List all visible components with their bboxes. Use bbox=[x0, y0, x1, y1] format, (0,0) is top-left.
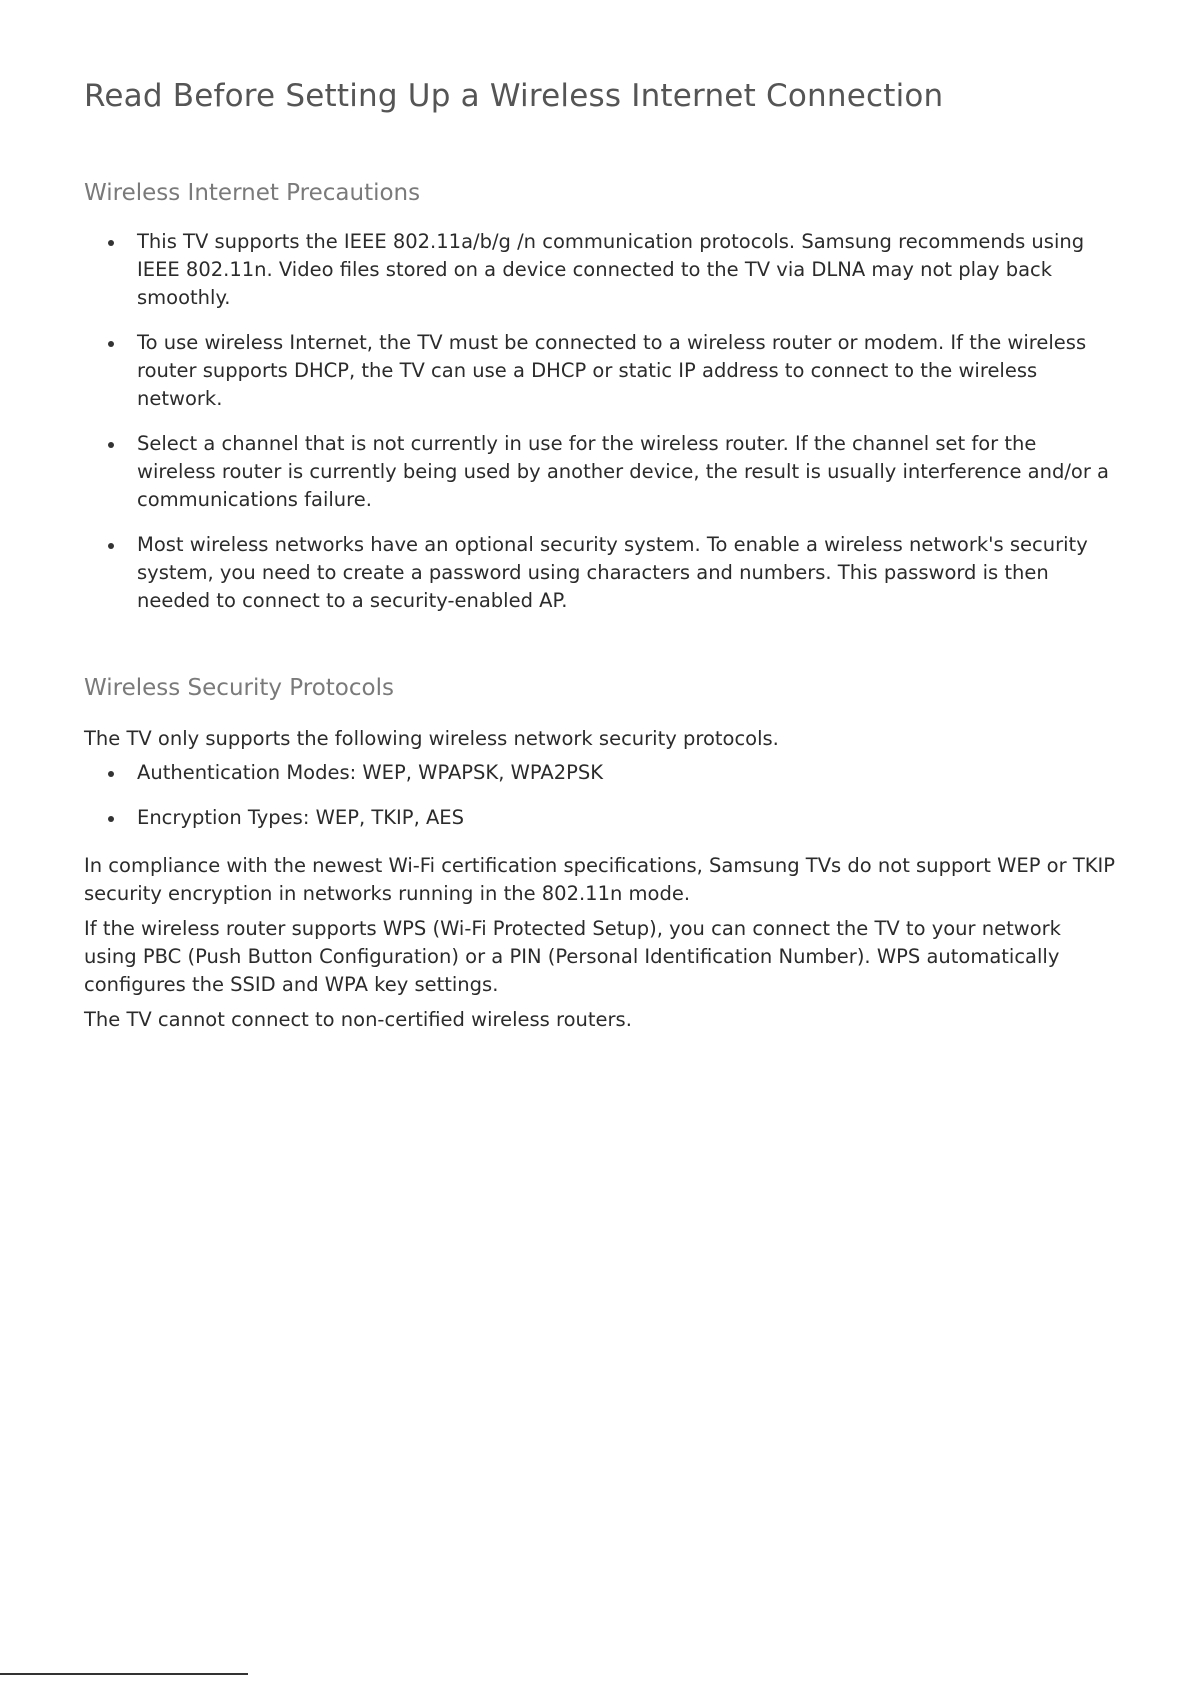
bullet-icon bbox=[108, 771, 114, 777]
page-title: Read Before Setting Up a Wireless Internet Connection bbox=[84, 78, 944, 114]
compliance-paragraph: In compliance with the newest Wi-Fi certification specifications, Samsung TVs do not support WEP or TKIP security encryption in networks running in the 802.11n mode. bbox=[84, 854, 1116, 905]
footer-divider bbox=[0, 1673, 248, 1675]
list-item bbox=[84, 759, 1114, 787]
precautions-list bbox=[84, 228, 1114, 632]
bullet-icon bbox=[108, 442, 114, 448]
list-item-text: Most wireless networks have an optional security system. To enable a wireless network's security system, you need to create a password using characters and numbers. This password is then needed to connect to a security-enabled AP. bbox=[137, 533, 1088, 612]
list-item-text: This TV supports the IEEE 802.11a/b/g /n communication protocols. Samsung recommends using IEEE 802.11n. Video files stored on a device connected to the TV via DLNA may not play back smoothly. bbox=[137, 230, 1085, 309]
bullet-icon bbox=[108, 543, 114, 549]
list-item bbox=[84, 804, 1114, 832]
list-item-text: Encryption Types: WEP, TKIP, AES bbox=[137, 806, 465, 829]
list-item bbox=[84, 531, 1114, 615]
list-item bbox=[84, 430, 1114, 514]
section-heading-precautions: Wireless Internet Precautions bbox=[84, 180, 421, 206]
list-item-text: To use wireless Internet, the TV must be connected to a wireless router or modem. If the wireless router supports DHCP, the TV can use a DHCP or static IP address to connect to the wireless network. bbox=[137, 331, 1087, 410]
bullet-icon bbox=[108, 240, 114, 246]
wps-paragraph: If the wireless router supports WPS (Wi-Fi Protected Setup), you can connect the TV to your network using PBC (Push Button Configuration) or a PIN (Personal Identification Number). WPS automatically configures the SSID and WPA key settings. bbox=[84, 917, 1061, 996]
list-item bbox=[84, 228, 1114, 312]
list-item-text: Authentication Modes: WEP, WPAPSK, WPA2PSK bbox=[137, 761, 604, 784]
list-item bbox=[84, 329, 1114, 413]
bullet-icon bbox=[108, 341, 114, 347]
non-certified-paragraph: The TV cannot connect to non-certified wireless routers. bbox=[84, 1008, 632, 1031]
section-heading-protocols: Wireless Security Protocols bbox=[84, 675, 394, 701]
list-item-text: Select a channel that is not currently in use for the wireless router. If the channel set for the wireless router is currently being used by another device, the result is usually interference and/or a communications failure. bbox=[137, 432, 1109, 511]
protocols-list bbox=[84, 759, 1114, 849]
protocols-intro: The TV only supports the following wireless network security protocols. bbox=[84, 727, 779, 750]
bullet-icon bbox=[108, 816, 114, 822]
